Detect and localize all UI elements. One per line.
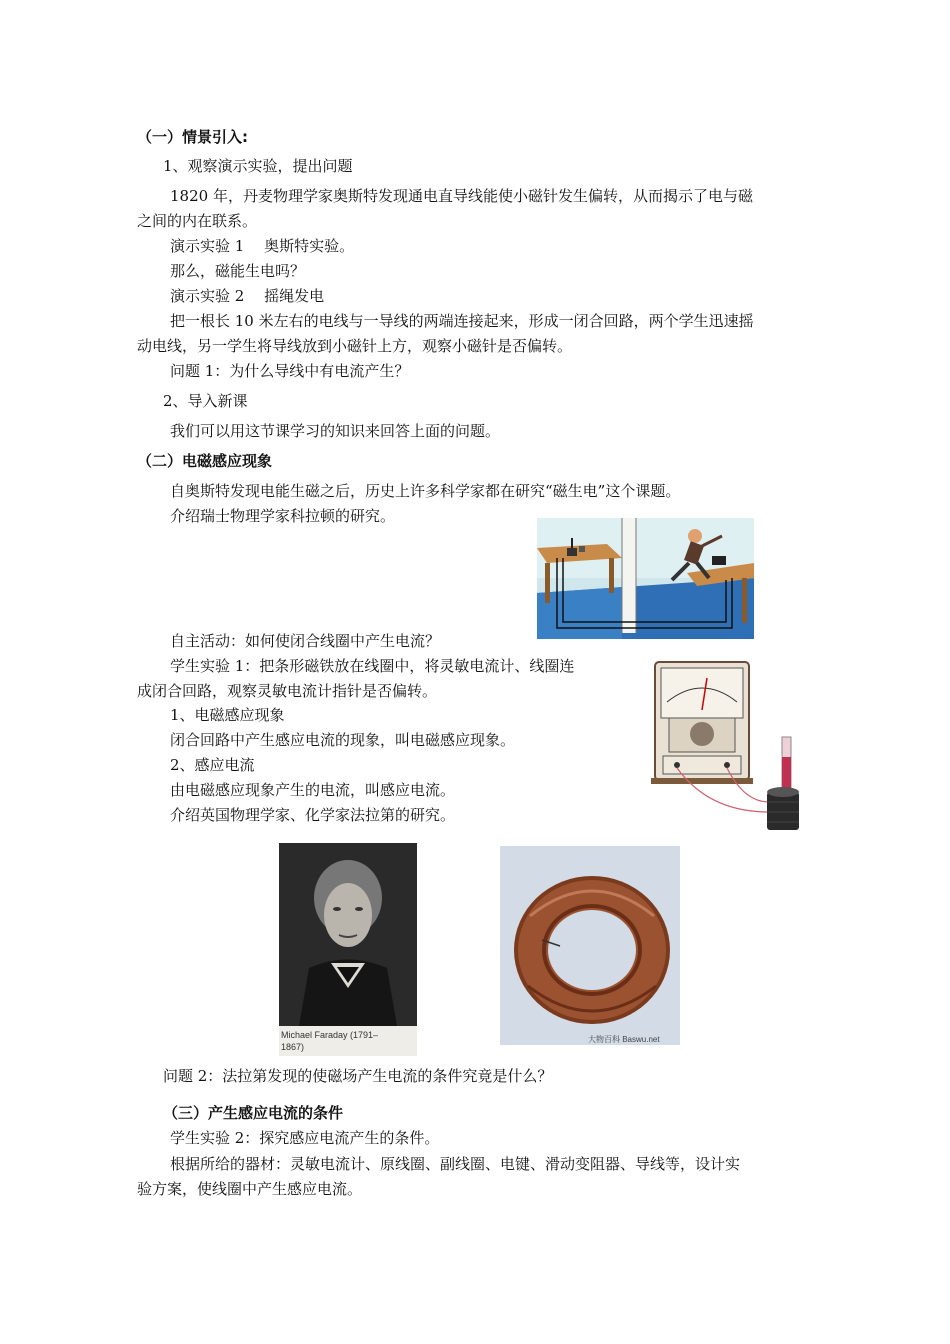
student-experiment-1-line1: 学生实验 1：把条形磁铁放在线圈中，将灵敏电流计、线圈连 [170, 657, 575, 675]
faraday-caption-line1: Michael Faraday (1791– [281, 1030, 379, 1040]
definition-1-title: 1、电磁感应现象 [170, 706, 285, 724]
section-1-heading: （一）情景引入: [137, 128, 248, 146]
list-item-new-lesson: 2、导入新课 [163, 392, 248, 410]
history-text: 自奥斯特发现电能生磁之后，历史上许多科学家都在研究“磁生电”这个课题。 [170, 482, 681, 500]
paragraph-rope-line1: 把一根长 10 米左右的电线与一导线的两端连接起来，形成一闭合回路，两个学生迅速摇 [170, 312, 754, 330]
definition-1-text: 闭合回路中产生感应电流的现象，叫电磁感应现象。 [170, 731, 516, 749]
galvanometer-coil-image [649, 652, 817, 834]
demo-2: 演示实验 2 摇绳发电 [170, 287, 325, 305]
equipment-text-line2: 验方案，使线圈中产生感应电流。 [137, 1180, 363, 1198]
equipment-text-line1: 根据所给的器材：灵敏电流计、原线圈、副线圈、电键、滑动变阻器、导线等，设计实 [170, 1155, 741, 1173]
section-3-heading: （三）产生感应电流的条件 [163, 1104, 344, 1122]
list-item-observe: 1、观察演示实验，提出问题 [163, 157, 353, 175]
faraday-intro-text: 介绍英国物理学家、化学家法拉第的研究。 [170, 806, 456, 824]
question-2: 问题 2：法拉第发现的使磁场产生电流的条件究竟是什么？ [163, 1067, 553, 1085]
activity-text: 自主活动：如何使闭合线圈中产生电流？ [170, 632, 441, 650]
question-text: 那么，磁能生电吗？ [170, 262, 306, 280]
paragraph-rope-line2: 动电线，另一学生将导线放到小磁针上方，观察小磁针是否偏转。 [137, 337, 573, 355]
definition-2-title: 2、感应电流 [170, 756, 255, 774]
faraday-portrait-image [279, 843, 417, 1056]
colladon-text: 介绍瑞士物理学家科拉顿的研究。 [170, 507, 396, 525]
faraday-caption-line2: 1867) [281, 1042, 305, 1052]
student-experiment-2: 学生实验 2：探究感应电流产生的条件。 [170, 1129, 440, 1147]
demo-1: 演示实验 1 奥斯特实验。 [170, 237, 355, 255]
ring-watermark: 大物百科 Baswu.net [588, 1035, 660, 1044]
section-2-heading: （二）电磁感应现象 [137, 452, 273, 470]
paragraph-oersted-line2: 之间的内在联系。 [137, 212, 258, 230]
colladon-experiment-image [537, 518, 754, 639]
student-experiment-1-line2: 成闭合回路，观察灵敏电流计指针是否偏转。 [137, 682, 438, 700]
induction-ring-image [500, 846, 680, 1045]
question-1: 问题 1：为什么导线中有电流产生？ [170, 362, 410, 380]
definition-2-text: 由电磁感应现象产生的电流，叫感应电流。 [170, 781, 456, 799]
paragraph-oersted-line1: 1820 年，丹麦物理学家奥斯特发现通电直导线能使小磁针发生偏转，从而揭示了电与磁 [170, 187, 753, 205]
intro-text: 我们可以用这节课学习的知识来回答上面的问题。 [170, 422, 501, 440]
